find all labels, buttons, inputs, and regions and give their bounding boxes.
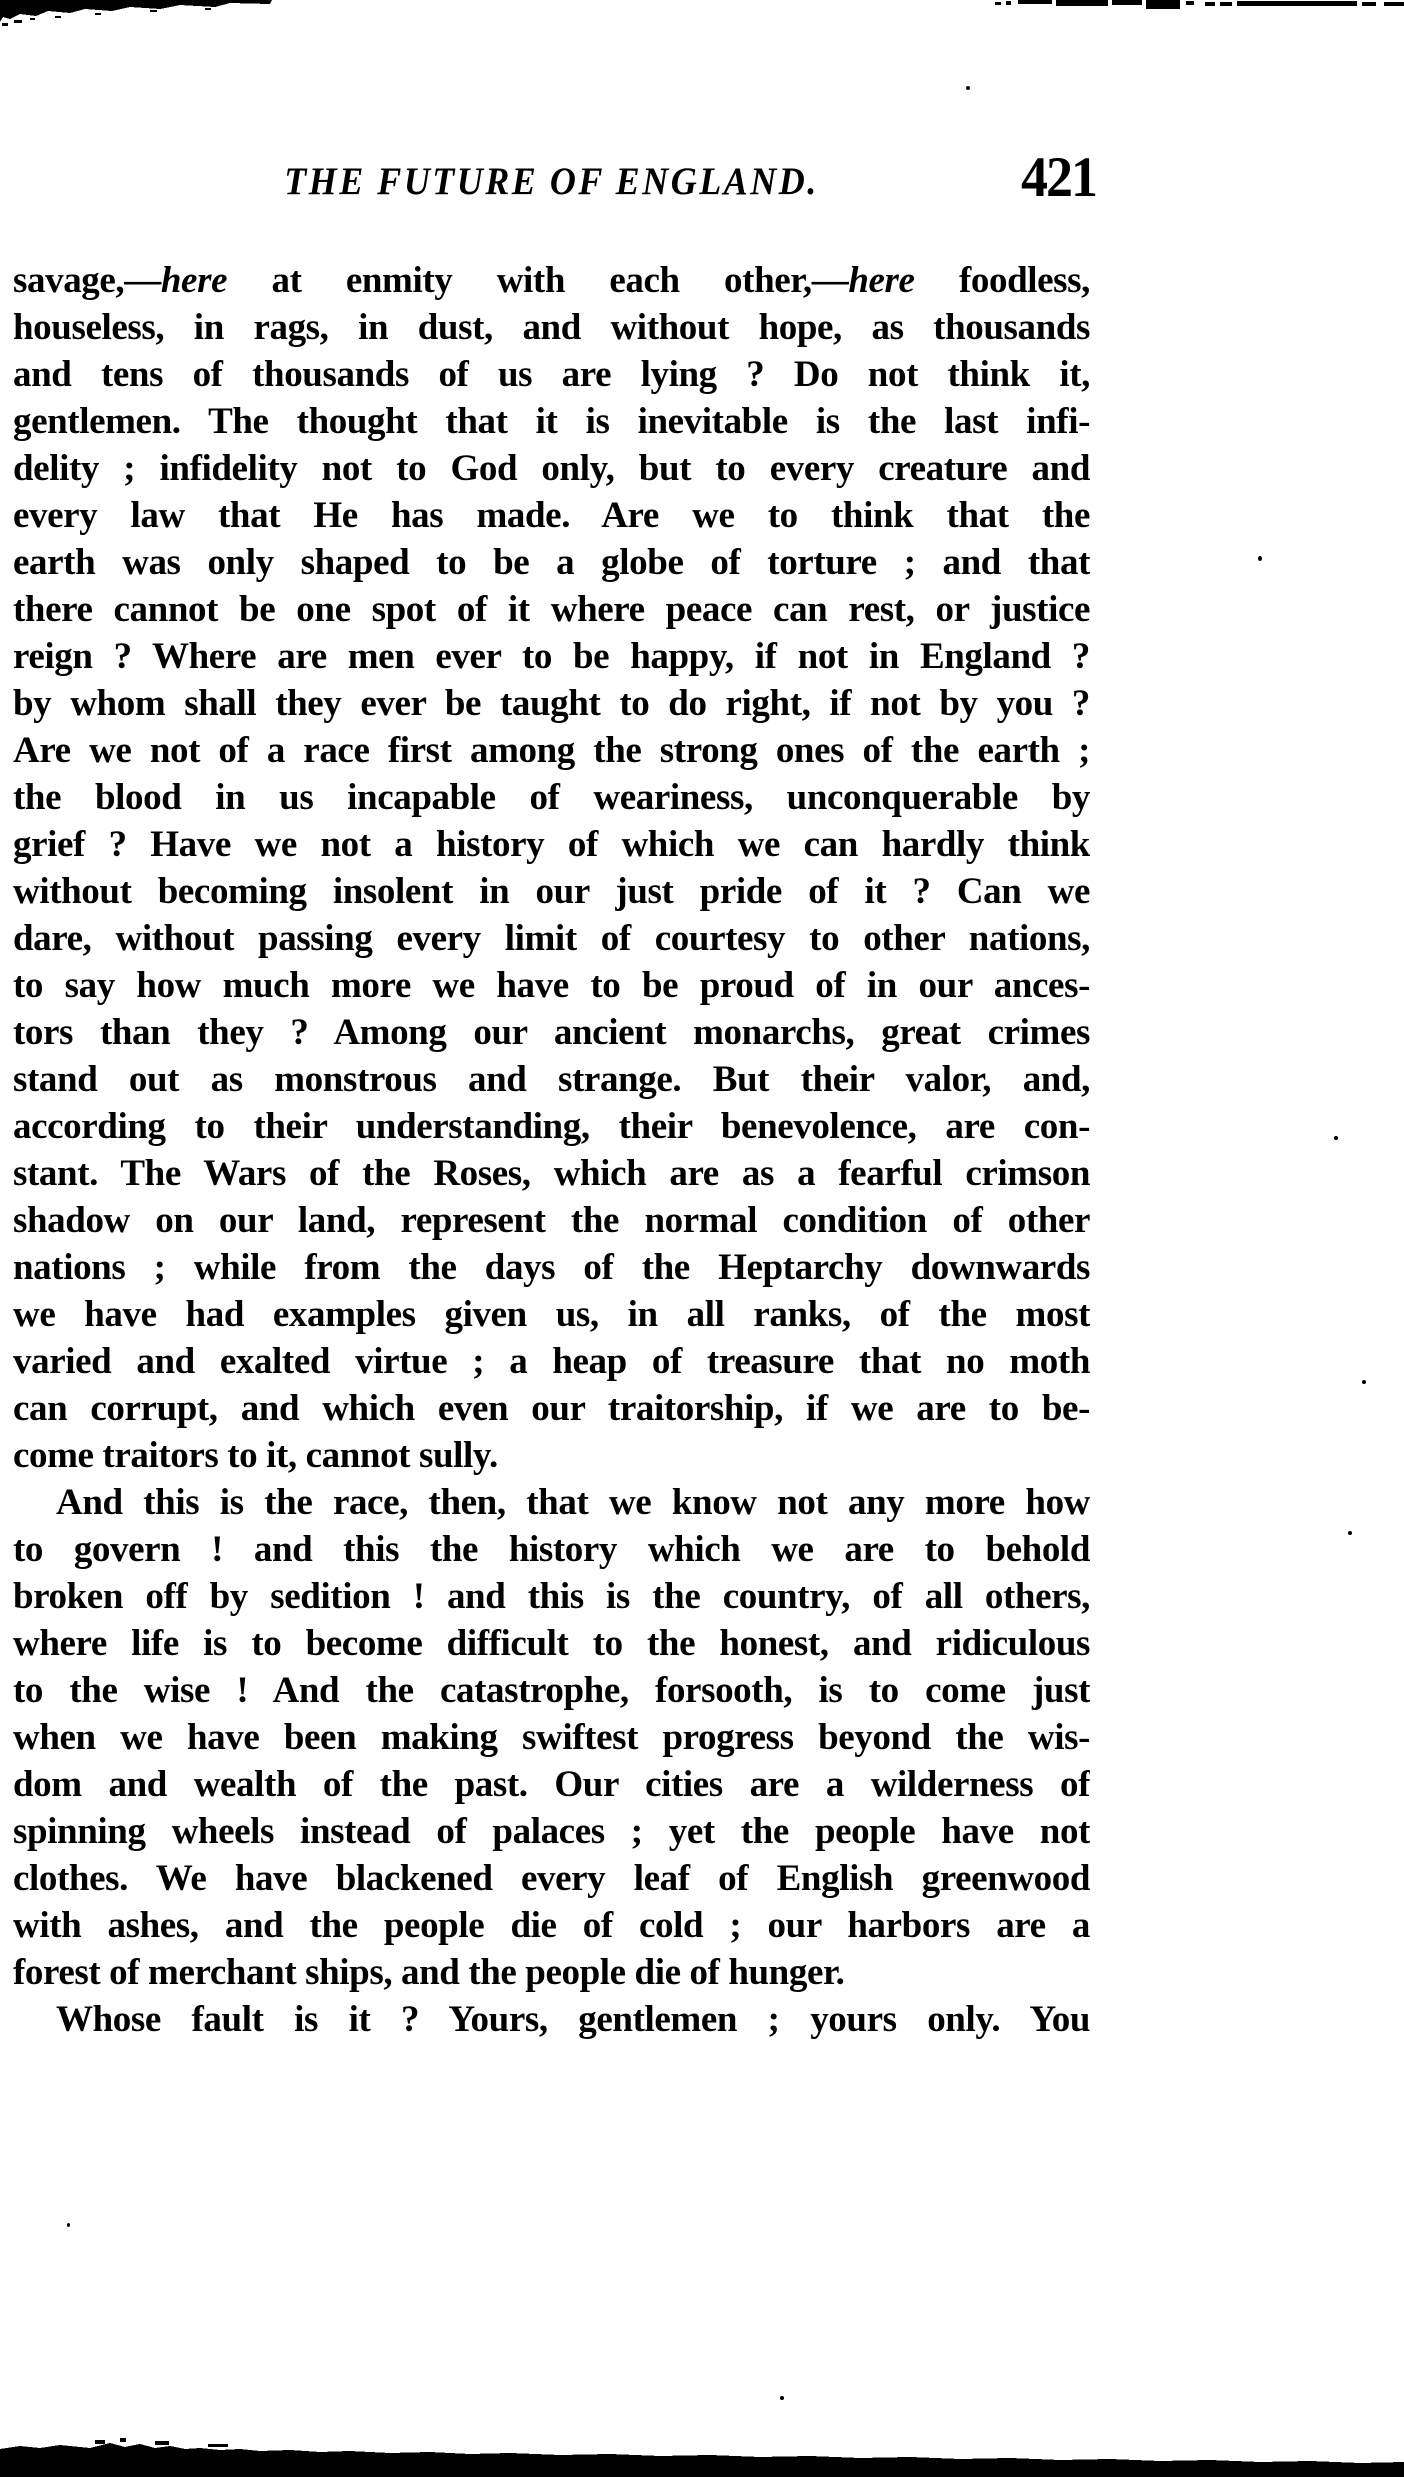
page-number: 421 — [1021, 145, 1096, 209]
text-line: where life is to become difficult to the honest, and ridiculous — [13, 1623, 1090, 1664]
text-line: savage,—here at enmity with each other,—here foodless, — [13, 260, 1090, 301]
ink-speck — [780, 2396, 784, 2400]
text-line: Whose fault is it ? Yours, gentlemen ; yours only. You — [56, 1999, 1090, 2040]
text-line: by whom shall they ever be taught to do right, if not by you ? — [13, 683, 1090, 724]
ink-speck — [966, 86, 970, 90]
text-line: to govern ! and this the history which we are to behold — [13, 1529, 1090, 1570]
text-line: broken off by sedition ! and this is the country, of all others, — [13, 1576, 1090, 1617]
page-header-title: THE FUTURE OF ENGLAND. — [284, 159, 819, 203]
ink-speck — [1362, 1380, 1366, 1384]
text-line: we have had examples given us, in all ranks, of the most — [13, 1294, 1090, 1335]
text-line: without becoming insolent in our just pride of it ? Can we — [13, 871, 1090, 912]
text-line: earth was only shaped to be a globe of torture ; and that — [13, 542, 1090, 583]
text-line: forest of merchant ships, and the people die of hunger. — [13, 1952, 845, 1993]
text-line: to the wise ! And the catastrophe, forsooth, is to come just — [13, 1670, 1090, 1711]
ink-speck — [1258, 556, 1262, 561]
text-line: with ashes, and the people die of cold ; our harbors are a — [13, 1905, 1090, 1946]
text-line: delity ; infidelity not to God only, but to every creature and — [13, 448, 1090, 489]
scan-artifact-bottom-edge — [0, 2435, 1404, 2477]
text-line: Are we not of a race first among the strong ones of the earth ; — [13, 730, 1090, 771]
text-line: nations ; while from the days of the Heptarchy downwards — [13, 1247, 1090, 1288]
text-line: according to their understanding, their benevolence, are con- — [13, 1106, 1090, 1147]
text-line: can corrupt, and which even our traitorship, if we are to be- — [13, 1388, 1090, 1429]
text-line: reign ? Where are men ever to be happy, if not in England ? — [13, 636, 1090, 677]
scan-artifact-top-left-edge — [0, 0, 275, 30]
text-line: shadow on our land, represent the normal condition of other — [13, 1200, 1090, 1241]
text-line: the blood in us incapable of weariness, unconquerable by — [13, 777, 1090, 818]
text-line: houseless, in rags, in dust, and without hope, as thousands — [13, 307, 1090, 348]
text-line: stand out as monstrous and strange. But their valor, and, — [13, 1059, 1090, 1100]
text-line: every law that He has made. Are we to think that the — [13, 495, 1090, 536]
text-line: come traitors to it, cannot sully. — [13, 1435, 498, 1476]
text-line: to say how much more we have to be proud of in our ances- — [13, 965, 1090, 1006]
text-line: And this is the race, then, that we know not any more how — [56, 1482, 1090, 1523]
text-line: spinning wheels instead of palaces ; yet the people have not — [13, 1811, 1090, 1852]
ink-speck — [67, 2223, 70, 2227]
text-line: dom and wealth of the past. Our cities are a wilderness of — [13, 1764, 1090, 1805]
text-line: grief ? Have we not a history of which we can hardly think — [13, 824, 1090, 865]
text-line: when we have been making swiftest progress beyond the wis- — [13, 1717, 1090, 1758]
text-line: and tens of thousands of us are lying ? Do not think it, — [13, 354, 1090, 395]
ink-speck — [1348, 1531, 1352, 1535]
text-line: varied and exalted virtue ; a heap of treasure that no moth — [13, 1341, 1090, 1382]
text-line: there cannot be one spot of it where peace can rest, or justice — [13, 589, 1090, 630]
text-line: stant. The Wars of the Roses, which are as a fearful crimson — [13, 1153, 1090, 1194]
running-header — [13, 145, 1096, 214]
text-line: tors than they ? Among our ancient monarchs, great crimes — [13, 1012, 1090, 1053]
text-line: gentlemen. The thought that it is inevitable is the last infi- — [13, 401, 1090, 442]
text-line: dare, without passing every limit of courtesy to other nations, — [13, 918, 1090, 959]
ink-speck — [1334, 1136, 1338, 1140]
text-line: clothes. We have blackened every leaf of English greenwood — [13, 1858, 1090, 1899]
body-text — [13, 257, 1090, 2043]
